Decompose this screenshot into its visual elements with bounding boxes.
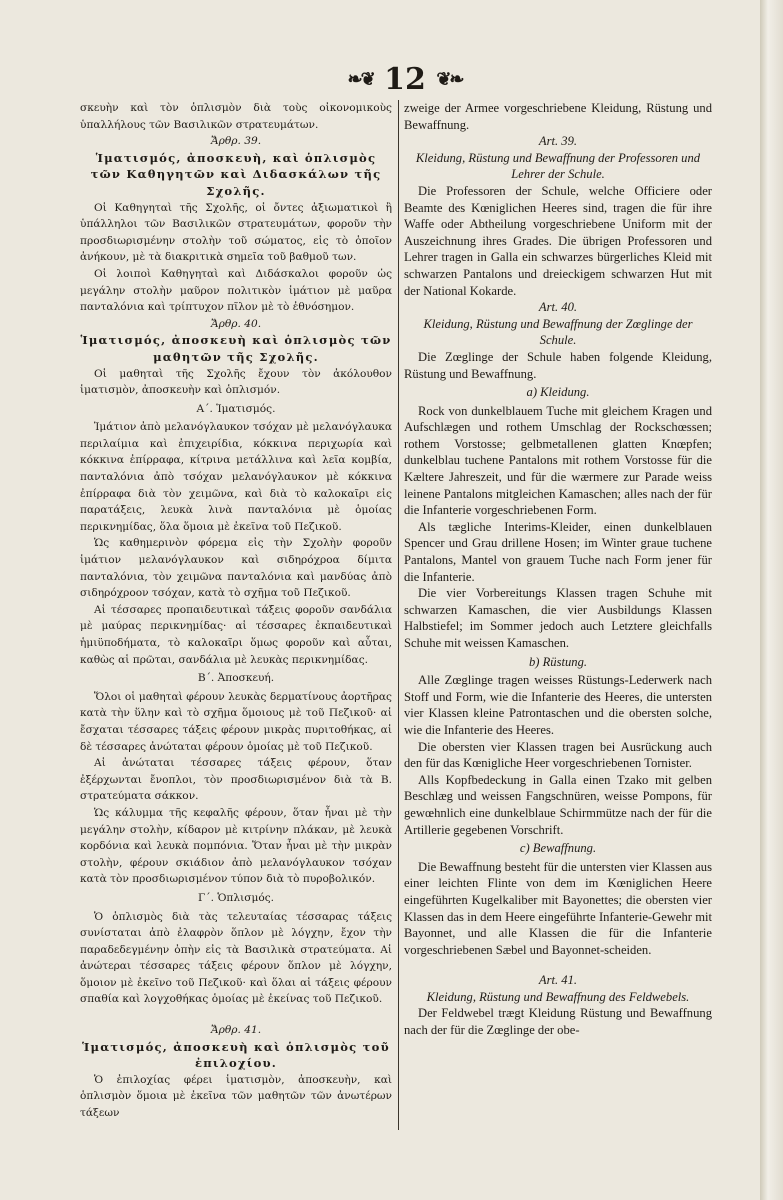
paragraph: σκευὴν καὶ τὸν ὁπλισμὸν διὰ τοὺς οἰκονομικοὺς ὑπαλλήλους τῶν Βασιλικῶν στρατευμάτων. bbox=[80, 102, 392, 131]
paragraph: Ὁ ἐπιλοχίας φέρει ἱματισμὸν, ἀποσκευὴν, καὶ ὁπλισμὸν ὅμοια μὲ ἐκεῖνα τῶν μαθητῶν τῶν ἀνωτέρων τάξεων bbox=[80, 1073, 392, 1120]
column-divider bbox=[398, 100, 399, 1130]
paragraph: Οἱ λοιποὶ Καθηγηταὶ καὶ Διδάσκαλοι φοροῦν ὡς μεγάλην στολὴν μαῦρον πολιτικὸν ἱμάτιον μὲ μαῦρα πανταλόνια καὶ τρίπτυχον πῖλον μὲ τὸ ἐθνόσημον. bbox=[80, 267, 392, 314]
german-column bbox=[404, 100, 712, 1130]
article-heading: Ἱματισμός, ἀποσκευὴ καὶ ὁπλισμὸς τῶν μαθητῶν τῆς Σχολῆς. bbox=[80, 333, 392, 364]
paragraph: Οἱ μαθηταὶ τῆς Σχολῆς ἔχουν τὸν ἀκόλουθον ἱματισμὸν, ἀποσκευὴν καὶ ὁπλισμόν. bbox=[80, 367, 392, 397]
page-number-text: 12 bbox=[384, 62, 426, 97]
page-edge bbox=[760, 0, 783, 1200]
section-heading: Β΄. Ἀποσκευή. bbox=[197, 672, 275, 685]
paragraph: Ὅλοι οἱ μαθηταὶ φέρουν λευκὰς δερματίνους ἀορτῆρας κατὰ τὴν ὕλην καὶ τὸ σχῆμα ὅμοιους μὲ τοῦ Πεζικοῦ· αἱ ἔσχαται τέσσαρες τάξεις φέρουν μικρὰς πυριτοθήκας, αἱ δὲ τέσσαρες ἀνώταται φέρουν ὁμοίας μὲ τοῦ Πεζικοῦ. bbox=[80, 690, 392, 753]
section-heading: Γ΄. Ὁπλισμός. bbox=[197, 891, 275, 904]
paragraph: Rock von dunkelblauem Tuche mit gleichem Kragen und Aufschlægen und rothem Umschlag der Rockschœssen; rothem Vorstosse; gelbmetallenen glatten Knœpfen; dunkelblau tuchene Pantalons mit rothem Vorstosse für die Kæltere Jahreszeit, und für die wærmere zur Parade weiss leinene Pantalons mitgleichen Kamaschen; alles nach der für die Infanterie vorgeschriebenen Form. bbox=[404, 403, 712, 518]
paragraph: Αἱ τέσσαρες προπαιδευτικαὶ τάξεις φοροῦν σανδάλια μὲ μαύρας περικνημίδας· αἱ τέσσαρες ἐκπαιδευτικαὶ ἡμιϋποδήματα, τὸ καλοκαῖρι ὅμως φοροῦν καὶ αὗται, καθὼς αἱ πρῶται, σανδάλια μὲ λευκὰς περικνημίδας. bbox=[80, 603, 392, 666]
right-ornament-icon: ❦❧ bbox=[436, 69, 463, 90]
left-ornament-icon: ❧❦ bbox=[347, 69, 374, 90]
section-heading: a) Kleidung. bbox=[526, 385, 590, 400]
paragraph: Αἱ ἀνώταται τέσσαρες τάξεις φέρουν, ὅταν ἐξέρχωνται ἔνοπλοι, τὸν προσδιωρισμένον διὰ τὰ Β. στρατεύματα σάκκον. bbox=[80, 757, 392, 803]
page-number bbox=[320, 60, 490, 100]
article-number: Art. 39. bbox=[538, 134, 578, 149]
paragraph: Ὡς κάλυμμα τῆς κεφαλῆς φέρουν, ὅταν ἦναι μὲ τὴν μεγάλην στολὴν, κίδαρον μὲ κιτρίνην πλάκαν, μὲ λευκὰ κορδόνια καὶ λευκὰ πομπόνια. Ὅταν ἦναι μὲ τὴν μικρὰν στολὴν, φέρουν σκιάδιον ἀπὸ μελανόγλαυκον τσόχαν κατὰ τὸν προσδιωρισμένον τύπον διὰ τὸ πυροβολικόν. bbox=[80, 806, 392, 886]
paragraph: Alls Kopfbedeckung in Galla einen Tzako mit gelben Beschlæg und weissen Fangschnüren, weisse Pompons, für gewœhnlich eine dunkelblaue Schirmmütze nach der für die Artillerie gegebenen Vorschrift. bbox=[404, 772, 712, 837]
article-number: Ἄρθρ. 40. bbox=[210, 317, 262, 330]
section-heading: Α΄. Ἱματισμός. bbox=[196, 402, 276, 415]
paragraph: Ἱμάτιον ἀπὸ μελανόγλαυκον τσόχαν μὲ μελανόγλαυκα περιλαίμια καὶ ἐπιχειρίδια, κόκκινα περιχωρία καὶ κόκκινα ἐπίρραφα, κίτρινα μετάλλινα καὶ λεῖα κομβία, πανταλόνια ἀπὸ τσόχαν μελανόγλαυκον μὲ κόκκινα ἐπίρραφα διὰ τὸν χειμῶνα, καὶ διὰ τὸ καλοκαῖρι εἰς παρατάξεις, λευκὰ λινὰ πανταλόνια μὲ ὁμοίας περικνημίδας, ὅλα ὅμοια μὲ ἐκεῖνα τοῦ Πεζικοῦ. bbox=[80, 421, 392, 533]
article-heading: Kleidung, Rüstung und Bewaffnung der Zœglinge der Schule. bbox=[423, 316, 693, 348]
paragraph: Der Feldwebel trægt Kleidung Rüstung und Bewaffnung nach der für die Zœglinge der obe- bbox=[404, 1006, 712, 1038]
paragraph: zweige der Armee vorgeschriebene Kleidung, Rüstung und Bewaffnung. bbox=[404, 101, 712, 132]
article-number: Ἄρθρ. 39. bbox=[210, 135, 262, 148]
paragraph: Ὁ ὁπλισμὸς διὰ τὰς τελευταίας τέσσαρας τάξεις συνίσταται ἀπὸ ἐλαφρὸν ὅπλον μὲ λόγχην, ἔχον τὴν παραδεδεγμένην ὀπὴν εἰς τὰ Βασιλικὰ στρατεύματα. Αἱ ἀνώτεραι τέσσαρες τάξεις φέρουν ὅπλον μὲ λόγχην, ὅμοιον μὲ ἐκεῖνο τοῦ Πεζικοῦ· καὶ ὅλαι αἱ τάξεις φέρουν σπαθία καὶ λογχοθήκας ὁμοίας μὲ ἐκείνας τοῦ Πεζικοῦ. bbox=[80, 910, 392, 1006]
greek-column bbox=[80, 100, 392, 1130]
paragraph: Die Bewaffnung besteht für die untersten vier Klassen aus einer leichten Flinte von dem im Kœniglichen Heere eingeführten Kugelkaliber mit Bayonettes; die obersten vier Klassen das in dem Heere eingeführte Infanterie-Gewehr mit Bayonnet, und alle Klassen die für die Infanterie vorgeschriebenen Sæbel und Bayonnet-scheiden. bbox=[404, 859, 712, 957]
article-heading: Kleidung, Rüstung und Bewaffnung der Professoren und Lehrer der Schule. bbox=[415, 150, 701, 182]
article-number: Art. 41. bbox=[538, 973, 578, 988]
paragraph: Die Zœglinge der Schule haben folgende Kleidung, Rüstung und Bewaffnung. bbox=[404, 349, 712, 381]
paragraph: Alle Zœglinge tragen weisses Rüstungs-Lederwerk nach Stoff und Form, wie die Infanterie des Heeres, die untersten vier Klassen kleine Patrontaschen und die obersten solche, wie die Infanterie des Heeres. bbox=[404, 673, 712, 737]
paragraph: Οἱ Καθηγηταὶ τῆς Σχολῆς, οἱ ὄντες ἀξιωματικοὶ ἢ ὑπάλληλοι τῶν Βασιλικῶν στρατευμάτων, φοροῦν τὴν προσδιωρισμένην στολὴν τοῦ σώματος, εἰς τὸ ὁποῖον ἀνήκουν, μὲ τὰ διακριτικὰ σημεῖα τοῦ βαθμοῦ των. bbox=[80, 201, 392, 264]
section-heading: c) Bewaffnung. bbox=[519, 841, 597, 856]
paragraph: Als tægliche Interims-Kleider, einen dunkelblauen Spencer und Grau drillene Hosen; im Winter graue tuchene Pantalons, Mantel von grauem Tuche nach Form jener für die Infanterie. bbox=[404, 519, 712, 584]
paragraph: Ὡς καθημερινὸν φόρεμα εἰς τὴν Σχολὴν φοροῦν ἱμάτιον μελανόγλαυκον καὶ σιδηρόχροα δίμιτα πανταλόνια, τὸν χειμῶνα πανταλόνια καὶ μανδύας ἀπὸ σιδηρόχροον τσόχαν, κατὰ τὸ σχῆμα τοῦ Πεζικοῦ. bbox=[80, 537, 392, 600]
article-number: Ἄρθρ. 41. bbox=[210, 1024, 262, 1037]
article-heading: Kleidung, Rüstung und Bewaffnung des Feldwebels. bbox=[426, 989, 690, 1004]
paragraph: Die obersten vier Klassen tragen bei Ausrückung auch den für das Kœnigliche Heer vorgeschriebenen Tornister. bbox=[404, 739, 712, 771]
section-heading: b) Rüstung. bbox=[528, 654, 588, 669]
article-number: Art. 40. bbox=[538, 300, 578, 315]
paragraph: Die Professoren der Schule, welche Officiere oder Beamte des Kœniglichen Heeres sind, tragen die für ihre Waffe oder Abtheilung vorgeschriebene Uniform mit der Auszeichnung ihres Grades. Die übrigen Professoren und Lehrer tragen in Galla ein schwarzes bürgerliches Kleid mit schwarzen Pantalons und dreieckigem schwarzen Hut mit der National Kokarde. bbox=[404, 183, 712, 298]
article-heading: Ἱματισμός, ἀποσκευὴ καὶ ὁπλισμὸς τοῦ ἐπιλοχίου. bbox=[82, 1039, 390, 1071]
article-heading: Ἱματισμός, ἀποσκευὴ, καὶ ὁπλισμὸς τῶν Καθηγητῶν καὶ Διδασκάλων τῆς Σχολῆς. bbox=[90, 150, 382, 198]
paragraph: Die vier Vorbereitungs Klassen tragen Schuhe mit schwarzen Kamaschen, die vier Ausbildungs Klassen Halbstiefel; im Sommer jedoch auch Letztere gleichfalls Schuhe mit weissen Kamaschen. bbox=[404, 586, 712, 650]
